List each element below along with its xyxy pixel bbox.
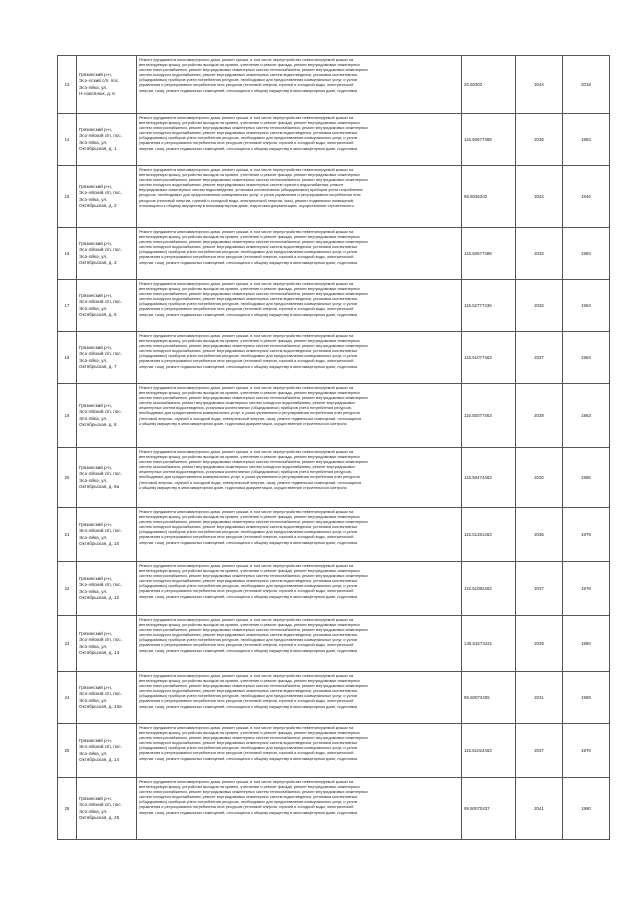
address-line: Грязинский р-н,: [79, 184, 113, 190]
table-row: [58, 166, 610, 228]
address-line: Эсо-лйский с/п, пос.: [79, 582, 122, 588]
planned-year: 2044: [516, 56, 563, 114]
works-description-line: систем электроснабжения, ремонт внутридомовых инженерных систем теплоснабжения, ремонт внутридомовых инженерных: [139, 125, 368, 131]
address-line: Грязинский р-н,: [79, 631, 113, 637]
row-number: 24: [58, 672, 77, 724]
works-description-cell: [137, 672, 462, 724]
table-row: [58, 562, 610, 616]
address-cell: [77, 280, 137, 332]
works-description-line: Ремонт фундамента многоквартирного дома, ремонт крыши, в том числе переустройство невентилируемой крыши на: [139, 57, 354, 62]
build-year: 1989: [563, 672, 610, 724]
cadastral-value: 115.51281463: [462, 508, 516, 562]
works-description-line: энергии, газа), ремонт подвальных помещений, относящихся к общему имуществу в многоквартирном доме, подготовка: [139, 87, 358, 93]
works-description-line: управления и регулирования потребления этих ресурсов (тепловой энергии, горячей и холодной воды, электрической: [139, 306, 354, 312]
works-description-cell: [137, 616, 462, 672]
works-description-line: (общедомовых) приборов учета потребления ресурсов, необходимых для предоставления коммунальных услуг, и узлов: [139, 301, 357, 307]
table-row: [58, 228, 610, 280]
works-description-line: систем холодного водоснабжения, ремонт внутридомовых инженерных систем водоотведения, установка коллективных: [139, 296, 358, 302]
works-description-line: (общедомовых) приборов учета потребления ресурсов, необходимых для предоставления коммунальных услуг, и узлов: [139, 135, 357, 141]
address-line: Октябрьская, д. 8а: [79, 483, 120, 489]
works-description-line: вентилируемую крышу, устройство выходов на кровлю, утепление и ремонт фасада, ремонт внутридомовых инженерных: [139, 234, 360, 240]
works-description-line: инженерных систем водоотведения, установка коллективных (общедомовых) приборов учета потребления ресурсов,: [139, 469, 352, 475]
address-line: Н-ловсёлюк, д. 6: [79, 90, 115, 96]
build-year: 1979: [563, 508, 610, 562]
works-description-line: систем холодного водоснабжения, ремонт внутридомовых инженерных систем водоотведения, установка коллективных: [139, 578, 358, 584]
works-description-line: систем электроснабжения, ремонт внутридомовых инженерных систем теплоснабжения, ремонт внутридомовых инженерных: [139, 239, 368, 245]
works-description-line: (общедомовых) приборов учета потребления ресурсов, необходимых для предоставления коммунальных услуг, и узлов: [139, 353, 357, 359]
works-description-line: вентилируемую крышу, устройство выходов на кровлю, утепление и ремонт фасада, ремонт внутридомовых инженерных: [139, 568, 360, 574]
address-line: Октябрьская, д. 5: [79, 311, 117, 317]
works-description-line: (общедомовых) приборов учета потребления ресурсов, необходимых для предоставления коммунальных услуг, и узлов: [139, 693, 357, 699]
address-line: Октябрьская, д. 1: [79, 145, 117, 151]
table-row: [58, 616, 610, 672]
works-description-line: энергии, газа), ремонт подвальных помещений, относящихся к общему имуществу в многоквартирном доме, подготовка: [139, 259, 358, 265]
works-description-line: управления и регулирования потребления этих ресурсов (тепловой энергии, горячей и холодной воды, электрической: [139, 804, 354, 810]
works-description-line: ресурсов (тепловой энергии, горячей и холодной воды, электрической энергии, газа), ремонт подвальных помещений,: [139, 197, 355, 203]
works-description-line: Ремонт фундамента многоквартирного дома, ремонт крыши, в том числе переустройство невентилируемой крыши на: [139, 333, 354, 338]
works-description-line: управления и регулирования потребления этих ресурсов (тепловой энергии, горячей и холодной воды, электрической: [139, 82, 354, 88]
row-number: 22: [58, 562, 77, 616]
works-description-line: систем электроснабжения, ремонт внутридомовых инженерных систем теплоснабжения, ремонт внутридомовых инженерных: [139, 573, 368, 579]
works-description-line: энергии, газа), ремонт подвальных помещений, относящихся к общему имуществу в многоквартирном доме, подготовка: [139, 363, 358, 369]
cadastral-value: 115.51024463: [462, 724, 516, 778]
table-row: [58, 672, 610, 724]
works-description-line: вентилируемую крышу, устройство выходов на кровлю, утепление и ремонт фасада, ремонт внутридомовых инженерных: [139, 784, 360, 790]
table-row: [58, 114, 610, 166]
works-description-line: вентилируемую крышу, устройство выходов на кровлю, утепление и ремонт фасада, ремонт внутридомовых инженерных: [139, 172, 360, 178]
works-description-line: Ремонт фундамента многоквартирного дома, ремонт крыши, в том числе переустройство невентилируемой крыши на: [139, 281, 354, 286]
address-line: Грязинский р-н,: [79, 522, 113, 528]
row-number: 26: [58, 778, 77, 840]
address-line: Грязинский р-н,: [79, 72, 113, 78]
works-description-line: относящихся к общему имуществу в многоквартирном доме, подготовка документации, осуществление строительного: [139, 202, 354, 208]
works-description-cell: [137, 166, 462, 228]
table-row: [58, 280, 610, 332]
address-cell: [77, 384, 137, 448]
cadastral-value: 115.50474483: [462, 448, 516, 508]
works-description-line: (общедомовых) приборов учета потребления ресурсов, необходимых для предоставления коммунальных услуг, и узлов: [139, 529, 357, 535]
address-line: Эсо-лйка, ул.: [79, 588, 108, 594]
works-description-line: управления и регулирования потребления этих ресурсов (тепловой энергии, горячей и холодной воды, электрической: [139, 140, 354, 146]
address-line: Октябрьская, д. 12: [79, 594, 120, 600]
address-line: Эсо-лйский с/п, пос.: [79, 351, 122, 357]
works-description-line: систем холодного водоснабжения, ремонт внутридомовых инженерных систем водоотведения, установка коллективных: [139, 794, 358, 800]
address-line: Грязинский р-н,: [79, 465, 113, 471]
address-line: Эсо-лйка, ул.: [79, 196, 108, 202]
works-description-line: вентилируемую крышу, устройство выходов на кровлю, утепление и ремонт фасада, ремонт внутридомовых инженерных: [139, 120, 360, 126]
row-number: 14: [58, 114, 77, 166]
works-description-line: систем газоснабжения, ремонт внутридомовых инженерных систем холодного водоснабжения, ремонт внутридомовых: [139, 464, 356, 470]
address-line: Грязинский р-н,: [79, 241, 113, 247]
works-description-line: управления и регулирования потребления этих ресурсов (тепловой энергии, горячей и холодной воды, электрической: [139, 750, 354, 756]
row-number: 18: [58, 332, 77, 384]
cadastral-value: 95.50070437: [462, 778, 516, 840]
works-description-line: систем газоснабжения, ремонт внутридомовых инженерных систем холодного водоснабжения, ремонт внутридомовых: [139, 400, 356, 406]
works-description-line: вентилируемую крышу, устройство выходов на кровлю, утепление и ремонт фасада, ремонт внутридомовых инженерных: [139, 454, 360, 460]
address-cell: [77, 672, 137, 724]
address-line: Эсо-лйский с/п, пос.: [79, 691, 122, 697]
build-year: 1990: [563, 778, 610, 840]
works-description-line: (тепловой энергии, горячей и холодной воды, электрической энергии, газа), ремонт подвальных помещений, относящихся: [139, 479, 362, 485]
address-line: Эсо-лйка, ул.: [79, 808, 108, 814]
address-line: Эсо-лйка, ул.: [79, 357, 108, 363]
works-description-line: управления и регулирования потребления этих ресурсов (тепловой энергии, горячей и холодной воды, электрической: [139, 254, 354, 260]
works-description-line: (общедомовых) приборов учета потребления ресурсов, необходимых для предоставления коммунальных услуг, и узлов: [139, 77, 357, 83]
works-description-line: систем холодного водоснабжения, ремонт внутридомовых инженерных систем водоотведения, установка коллективных: [139, 244, 358, 250]
works-description-line: управления и регулирования потребления этих ресурсов (тепловой энергии, горячей и холодной воды, электрической: [139, 588, 354, 594]
works-description-line: Ремонт фундамента многоквартирного дома, ремонт крыши, в том числе переустройство невентилируемой крыши на: [139, 115, 354, 120]
table-row: [58, 448, 610, 508]
works-description-line: систем холодного водоснабжения, ремонт внутридомовых инженерных систем горячего водоснабжения, ремонт: [139, 182, 344, 188]
address-cell: [77, 166, 137, 228]
planned-year: 2039: [516, 384, 563, 448]
address-line: Эсо-лйский с/п, пос.: [79, 471, 122, 477]
works-description-cell: [137, 332, 462, 384]
works-description-line: энергии, газа), ремонт подвальных помещений, относящихся к общему имуществу в многоквартирном доме, подготовка: [139, 809, 358, 815]
planned-year: 2036: [516, 508, 563, 562]
works-description-line: (общедомовых) приборов учета потребления ресурсов, необходимых для предоставления коммунальных услуг, и узлов: [139, 249, 357, 255]
row-number: 15: [58, 166, 77, 228]
planned-year: 2041: [516, 778, 563, 840]
works-description-line: необходимых для предоставления коммунальных услуг, и узлов управления и регулирования потребления этих ресурсов: [139, 474, 360, 480]
address-line: Грязинский р-н,: [79, 293, 113, 299]
address-line: Эсо-лйка, ул.: [79, 643, 108, 649]
works-description-line: систем электроснабжения, ремонт внутридомовых инженерных систем теплоснабжения, ремонт внутридомовых инженерных: [139, 627, 368, 633]
cadastral-value: 115.52777436: [462, 280, 516, 332]
address-line: Грязинский р-н,: [79, 127, 113, 133]
address-line: Эсо-лйка, ул.: [79, 534, 108, 540]
works-description-line: Ремонт фундамента многоквартирного дома, ремонт крыши, в том числе переустройство невентилируемой крыши на: [139, 229, 354, 234]
works-description-line: внутридомовых инженерных систем водоотведения, установка коллективных (общедомовых) приборов учета потребления: [139, 187, 363, 193]
works-description-line: энергии, газа), ремонт подвальных помещений, относящихся к общему имуществу в многоквартирном доме, подготовка: [139, 703, 358, 709]
address-line: Грязинский р-н,: [79, 403, 113, 409]
build-year: 1978: [563, 562, 610, 616]
address-cell: [77, 448, 137, 508]
works-description-line: Ремонт фундамента многоквартирного дома, ремонт крыши, в том числе переустройство невентилируемой крыши на: [139, 563, 354, 568]
works-description-line: Ремонт фундамента многоквартирного дома, ремонт крыши, в том числе переустройство невентилируемой крыши на: [139, 617, 354, 622]
works-description-line: управления и регулирования потребления этих ресурсов (тепловой энергии, горячей и холодной воды, электрической: [139, 358, 354, 364]
repair-program-table: [57, 55, 610, 840]
planned-year: 2036: [516, 114, 563, 166]
address-line: Грязинский р-н,: [79, 345, 113, 351]
works-description-line: Ремонт фундамента многоквартирного дома, ремонт крыши, в том числе переустройство невентилируемой крыши на: [139, 385, 354, 390]
works-description-line: систем электроснабжения, ремонт внутридомовых инженерных систем теплоснабжения, ремонт внутридомовых инженерных: [139, 789, 368, 795]
address-line: Эсо-лйка, ул.: [79, 415, 108, 421]
address-line: Эсо-лйский с/п, пос.: [79, 637, 122, 643]
cadastral-value: 115.51082463: [462, 562, 516, 616]
works-description-cell: [137, 228, 462, 280]
document-page: [57, 55, 591, 840]
address-cell: [77, 778, 137, 840]
works-description-line: систем электроснабжения, ремонт внутридомовых инженерных систем теплоснабжения, ремонт внутридомовых инженерных: [139, 177, 368, 183]
address-line: Октябрьская, д. 13а: [79, 703, 122, 709]
cadastral-value: 115.50077463: [462, 384, 516, 448]
row-number: 25: [58, 724, 77, 778]
works-description-line: (тепловой энергии, горячей и холодной воды, электрической энергии, газа), ремонт подвальных помещений, относящихся: [139, 415, 362, 421]
address-line: Эсо-лйка, ул.: [79, 253, 108, 259]
table-row: [58, 508, 610, 562]
cadastral-value: 115.50677489: [462, 114, 516, 166]
address-line: Грязинский р-н,: [79, 796, 113, 802]
planned-year: 2037: [516, 724, 563, 778]
address-cell: [77, 332, 137, 384]
address-cell: [77, 724, 137, 778]
address-line: Эсо-лйка, ул.: [79, 697, 108, 703]
works-description-line: ресурсов, необходимых для предоставления коммунальных услуг, и узлов управления и регулирования потребления этих: [139, 192, 361, 198]
build-year: 1946: [563, 166, 610, 228]
address-line: Эсо-лйка, ул.: [79, 750, 108, 756]
cadastral-value: 20.60302: [462, 56, 516, 114]
table-row: [58, 332, 610, 384]
works-description-line: энергии, газа), ремонт подвальных помещений, относящихся к общему имуществу в многоквартирном доме, подготовка: [139, 647, 358, 653]
build-year: 1963: [563, 384, 610, 448]
works-description-line: инженерных систем водоотведения, установка коллективных (общедомовых) приборов учета потребления ресурсов,: [139, 405, 352, 411]
works-description-cell: [137, 114, 462, 166]
works-description-cell: [137, 384, 462, 448]
address-line: Эсо-лйский с/п, пос.: [79, 802, 122, 808]
address-line: Эсо-лйский с/п, пос.: [79, 744, 122, 750]
address-line: Эсо-лйка, ул.: [79, 305, 108, 311]
address-line: Эсо-лйский с/п, пос.: [79, 409, 122, 415]
works-description-line: систем электроснабжения, ремонт внутридомовых инженерных систем теплоснабжения, ремонт внутридомовых инженерных: [139, 291, 368, 297]
works-description-line: управления и регулирования потребления этих ресурсов (тепловой энергии, горячей и холодной воды, электрической: [139, 698, 354, 704]
works-description-cell: [137, 562, 462, 616]
address-cell: [77, 114, 137, 166]
works-description-line: Ремонт фундамента многоквартирного дома, ремонт крыши, в том числе переустройство невентилируемой крыши на: [139, 673, 354, 678]
cadastral-value: 115.51077463: [462, 332, 516, 384]
works-description-line: (общедомовых) приборов учета потребления ресурсов, необходимых для предоставления коммунальных услуг, и узлов: [139, 799, 357, 805]
works-description-line: (общедомовых) приборов учета потребления ресурсов, необходимых для предоставления коммунальных услуг, и узлов: [139, 583, 357, 589]
row-number: 17: [58, 280, 77, 332]
build-year: 2018: [563, 56, 610, 114]
address-line: Октябрьская, д. 2: [79, 202, 117, 208]
build-year: 1980: [563, 616, 610, 672]
works-description-line: вентилируемую крышу, устройство выходов на кровлю, утепление и ремонт фасада, ремонт внутридомовых инженерных: [139, 338, 360, 344]
works-description-line: Ремонт фундамента многоквартирного дома, ремонт крыши, в том числе переустройство невентилируемой крыши на: [139, 779, 354, 784]
works-description-line: систем холодного водоснабжения, ремонт внутридомовых инженерных систем водоотведения, установка коллективных: [139, 740, 358, 746]
works-description-line: к общему имуществу в многоквартирном доме, подготовка документации, осуществление строительного контроля: [139, 420, 347, 426]
works-description-line: систем электроснабжения, ремонт внутридомовых инженерных систем теплоснабжения, ремонт внутридомовых инженерных: [139, 67, 368, 73]
address-cell: [77, 616, 137, 672]
address-line: Октябрьская, д. 8: [79, 421, 117, 427]
works-description-line: систем электроснабжения, ремонт внутридомовых инженерных систем теплоснабжения, ремонт внутридомовых инженерных: [139, 395, 368, 401]
address-line: Грязинский р-н,: [79, 738, 113, 744]
works-description-line: (общедомовых) приборов учета потребления ресурсов, необходимых для предоставления коммунальных услуг, и узлов: [139, 745, 357, 751]
works-description-line: к общему имуществу в многоквартирном доме, подготовка документации, осуществление строительного контроля: [139, 484, 347, 490]
address-line: Грязинский р-н,: [79, 685, 113, 691]
works-description-line: систем электроснабжения, ремонт внутридомовых инженерных систем теплоснабжения, ремонт внутридомовых инженерных: [139, 683, 368, 689]
works-description-cell: [137, 448, 462, 508]
works-description-line: вентилируемую крышу, устройство выходов на кровлю, утепление и ремонт фасада, ремонт внутридомовых инженерных: [139, 390, 360, 396]
cadastral-value: 115.50677489: [462, 228, 516, 280]
cadastral-value: 95.50073405: [462, 672, 516, 724]
works-description-line: управления и регулирования потребления этих ресурсов (тепловой энергии, горячей и холодной воды, электрической: [139, 642, 354, 648]
build-year: 1983: [563, 228, 610, 280]
planned-year: 2032: [516, 280, 563, 332]
works-description-line: вентилируемую крышу, устройство выходов на кровлю, утепление и ремонт фасада, ремонт внутридомовых инженерных: [139, 678, 360, 684]
works-description-line: систем холодного водоснабжения, ремонт внутридомовых инженерных систем водоотведения, установка коллективных: [139, 524, 358, 530]
row-number: 20: [58, 448, 77, 508]
address-line: Эсо-лйский с/п, пос.: [79, 247, 122, 253]
planned-year: 2030: [516, 448, 563, 508]
table-row: [58, 778, 610, 840]
address-line: Октябрьская, д. 14: [79, 756, 120, 762]
table-body: [58, 56, 610, 840]
address-cell: [77, 562, 137, 616]
works-description-line: систем электроснабжения, ремонт внутридомовых инженерных систем теплоснабжения, ремонт внутридомовых инженерных: [139, 735, 368, 741]
build-year: 1986: [563, 448, 610, 508]
planned-year: 2042: [516, 166, 563, 228]
planned-year: 2037: [516, 332, 563, 384]
works-description-line: систем электроснабжения, ремонт внутридомовых инженерных систем теплоснабжения, ремонт внутридомовых инженерных: [139, 519, 368, 525]
planned-year: 2037: [516, 562, 563, 616]
works-description-line: вентилируемую крышу, устройство выходов на кровлю, утепление и ремонт фасада, ремонт внутридомовых инженерных: [139, 62, 360, 68]
works-description-line: Ремонт фундамента многоквартирного дома, ремонт крыши, в том числе переустройство невентилируемой крыши на: [139, 725, 354, 730]
address-line: Октябрьская, д. 25: [79, 814, 120, 820]
works-description-line: систем холодного водоснабжения, ремонт внутридомовых инженерных систем водоотведения, установка коллективных: [139, 348, 358, 354]
address-line: Эсо-лйский с/п, пос.: [79, 528, 122, 534]
build-year: 1976: [563, 724, 610, 778]
address-line: Октябрьская, д. 13: [79, 649, 120, 655]
works-description-cell: [137, 280, 462, 332]
works-description-cell: [137, 508, 462, 562]
cadastral-value: 95.5036202: [462, 166, 516, 228]
works-description-cell: [137, 724, 462, 778]
row-number: 19: [58, 384, 77, 448]
address-line: Эсо-лйский с/п, пос.: [79, 190, 122, 196]
works-description-line: Ремонт фундамента многоквартирного дома, ремонт крыши, в том числе переустройство невентилируемой крыши на: [139, 509, 354, 514]
works-description-line: (общедомовых) приборов учета потребления ресурсов, необходимых для предоставления коммунальных услуг, и узлов: [139, 637, 357, 643]
works-description-line: энергии, газа), ремонт подвальных помещений, относящихся к общему имуществу в многоквартирном доме, подготовка: [139, 311, 358, 317]
planned-year: 2029: [516, 616, 563, 672]
works-description-line: Ремонт фундамента многоквартирного дома, ремонт крыши, в том числе переустройство невентилируемой крыши на: [139, 167, 354, 172]
table-row: [58, 56, 610, 114]
works-description-line: систем электроснабжения, ремонт внутридомовых инженерных систем теплоснабжения, ремонт внутридомовых инженерных: [139, 459, 368, 465]
address-cell: [77, 228, 137, 280]
address-line: Октябрьская, д. 10: [79, 540, 120, 546]
works-description-line: вентилируемую крышу, устройство выходов на кровлю, утепление и ремонт фасада, ремонт внутридомовых инженерных: [139, 622, 360, 628]
address-cell: [77, 56, 137, 114]
works-description-line: вентилируемую крышу, устройство выходов на кровлю, утепление и ремонт фасада, ремонт внутридомовых инженерных: [139, 514, 360, 520]
address-cell: [77, 508, 137, 562]
works-description-line: вентилируемую крышу, устройство выходов на кровлю, утепление и ремонт фасада, ремонт внутридомовых инженерных: [139, 286, 360, 292]
address-line: Грязинский р-н,: [79, 576, 113, 582]
works-description-cell: [137, 778, 462, 840]
works-description-line: вентилируемую крышу, устройство выходов на кровлю, утепление и ремонт фасада, ремонт внутридомовых инженерных: [139, 730, 360, 736]
works-description-line: необходимых для предоставления коммунальных услуг, и узлов управления и регулирования потребления этих ресурсов: [139, 410, 360, 416]
address-line: Эсо-лйка, ул.: [79, 84, 108, 90]
address-line: Эсо-лйский с/п, пос.: [79, 133, 122, 139]
address-line: Эсо-лйский с/п, пос.: [79, 299, 122, 305]
table-row: [58, 724, 610, 778]
planned-year: 2041: [516, 672, 563, 724]
planned-year: 2032: [516, 228, 563, 280]
address-line: Эсо-лский с/п, пос.: [79, 78, 120, 84]
build-year: 1983: [563, 114, 610, 166]
row-number: 23: [58, 616, 77, 672]
works-description-line: энергии, газа), ремонт подвальных помещений, относящихся к общему имуществу в многоквартирном доме, подготовка: [139, 539, 358, 545]
works-description-line: систем электроснабжения, ремонт внутридомовых инженерных систем теплоснабжения, ремонт внутридомовых инженерных: [139, 343, 368, 349]
works-description-line: систем холодного водоснабжения, ремонт внутридомовых инженерных систем водоотведения, установка коллективных: [139, 130, 358, 136]
address-line: Октябрьская, д. 7: [79, 363, 117, 369]
works-description-line: энергии, газа), ремонт подвальных помещений, относящихся к общему имуществу в многоквартирном доме, подготовка: [139, 755, 358, 761]
address-line: Эсо-лйка, ул.: [79, 477, 108, 483]
address-line: Эсо-лйка, ул.: [79, 139, 108, 145]
build-year: 1963: [563, 332, 610, 384]
address-line: Октябрьская, д. 3: [79, 259, 117, 265]
table-row: [58, 384, 610, 448]
cadastral-value: 135.53274421: [462, 616, 516, 672]
works-description-line: систем холодного водоснабжения, ремонт внутридомовых инженерных систем водоотведения, установка коллективных: [139, 632, 358, 638]
works-description-line: Ремонт фундамента многоквартирного дома, ремонт крыши, в том числе переустройство невентилируемой крыши на: [139, 449, 354, 454]
works-description-line: энергии, газа), ремонт подвальных помещений, относящихся к общему имуществу в многоквартирном доме, подготовка: [139, 593, 358, 599]
works-description-line: управления и регулирования потребления этих ресурсов (тепловой энергии, горячей и холодной воды, электрической: [139, 534, 354, 540]
row-number: 13: [58, 56, 77, 114]
build-year: 1963: [563, 280, 610, 332]
row-number: 21: [58, 508, 77, 562]
works-description-line: энергии, газа), ремонт подвальных помещений, относящихся к общему имуществу в многоквартирном доме, подготовка: [139, 145, 358, 151]
works-description-cell: [137, 56, 462, 114]
works-description-line: систем холодного водоснабжения, ремонт внутридомовых инженерных систем водоотведения, установка коллективных: [139, 72, 358, 78]
works-description-line: систем холодного водоснабжения, ремонт внутридомовых инженерных систем водоотведения, установка коллективных: [139, 688, 358, 694]
row-number: 16: [58, 228, 77, 280]
